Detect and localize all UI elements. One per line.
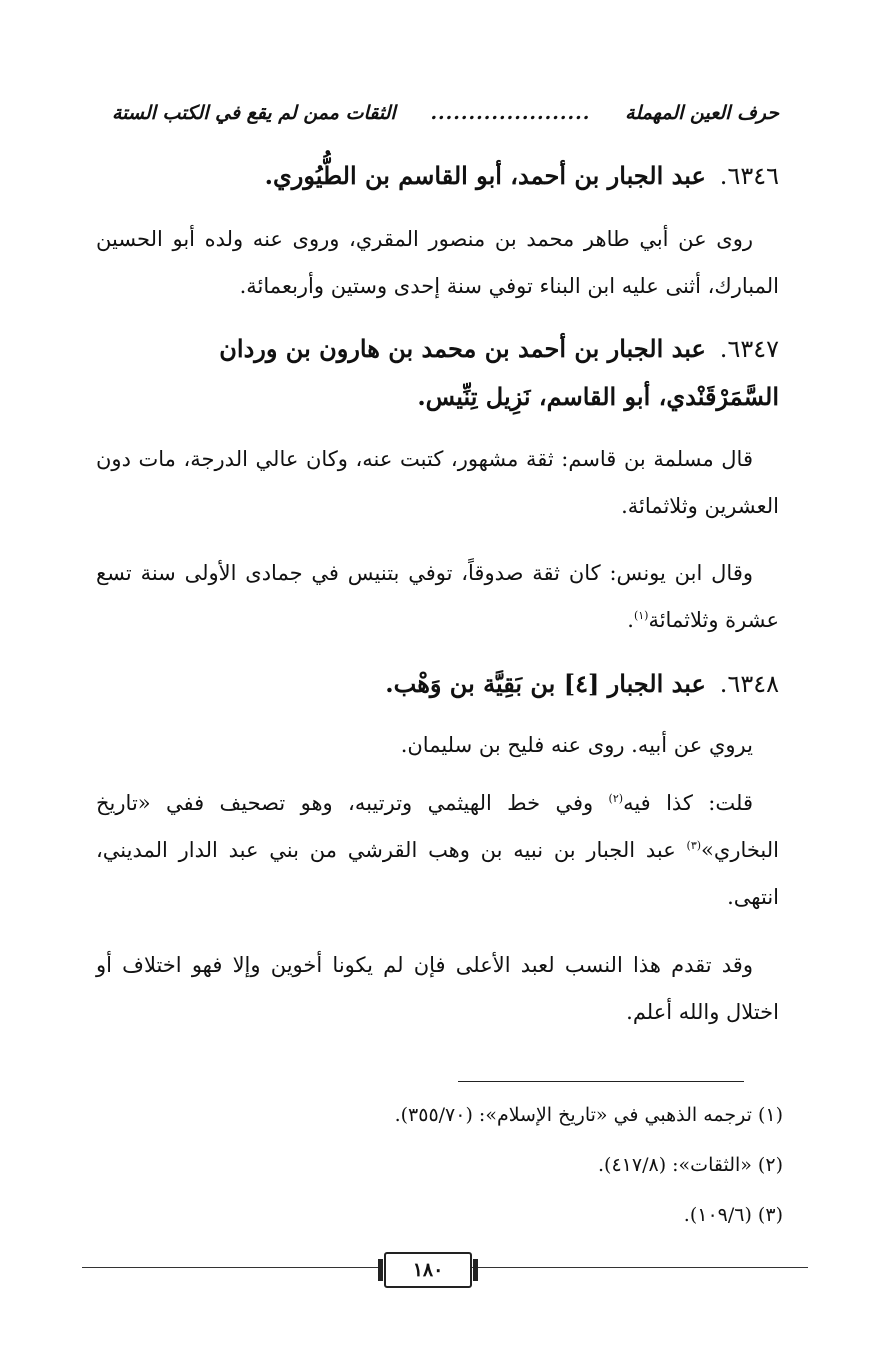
- paragraph-2: قال مسلمة بن قاسم: ثقة مشهور، كتبت عنه، وكان عالي الدرجة، مات دون العشرين وثلاثمائة.: [96, 447, 779, 518]
- entry-number: ٦٣٤٨.: [719, 670, 779, 698]
- entry-name: عبد الجبار بن أحمد بن محمد بن هارون بن وردان السَّمَرْقَنْدي، أبو القاسم، نَزِيل تِنِّيس.: [219, 334, 779, 411]
- paragraph-1: روى عن أبي طاهر محمد بن منصور المقري، وروى عنه ولده أبو الحسين المبارك، أثنى عليه ابن البناء توفي سنة إحدى وستين وأربعمائة.: [96, 227, 779, 298]
- footnote-ref-2[interactable]: (٢): [608, 792, 624, 805]
- footnote-1: (١) ترجمه الذهبي في «تاريخ الإسلام»: (٣٥٥/٧٠).: [394, 1104, 783, 1126]
- header-chapter-title: حرف العين المهملة: [625, 102, 779, 124]
- footnote-2: (٢) «الثقات»: (٤١٧/٨).: [598, 1154, 783, 1176]
- header-book-title: الثقات ممن لم يقع في الكتب الستة: [112, 102, 396, 124]
- entry-number: ٦٣٤٦.: [719, 162, 779, 190]
- entry-6347-title: [96, 325, 779, 421]
- footnote-ref-1[interactable]: (١): [633, 609, 649, 622]
- entry-name: عبد الجبار [٤] بن بَقِيَّة بن وَهْب.: [385, 669, 706, 698]
- entry-6348-title: [96, 660, 779, 708]
- paragraph-5-text-c: عبد الجبار بن نبيه بن وهب القرشي من بني عبد الدار المديني، انتهى.: [96, 838, 779, 909]
- paragraph-6: وقد تقدم هذا النسب لعبد الأعلى فإن لم يكونا أخوين وإلا فهو اختلاف أو اختلال والله أعلم.: [96, 953, 779, 1024]
- paragraph-5: [96, 780, 779, 921]
- page-number: ١٨٠: [384, 1252, 472, 1288]
- footnote-3: (٣) (١٠٩/٦).: [683, 1204, 783, 1226]
- entry-name: عبد الجبار بن أحمد، أبو القاسم بن الطُّيُوري.: [264, 161, 706, 190]
- paragraph-3: [96, 550, 779, 644]
- page-number-rule-left: [82, 1267, 382, 1268]
- paragraph-5-text-b: وفي خط الهيثمي وترتيبه، وهو تصحيف ففي «تاريخ البخاري»: [96, 791, 779, 862]
- paragraph-3-end: .: [627, 608, 634, 632]
- paragraph-5-text-a: قلت: كذا فيه: [623, 791, 753, 815]
- paragraph-3-text: وقال ابن يونس: كان ثقة صدوقاً، توفي بتنيس في جمادى الأولى سنة تسع عشرة وثلاثمائة: [96, 561, 779, 632]
- entry-6346-title: [96, 152, 779, 200]
- page-number-rule-right: [470, 1267, 808, 1268]
- header-dot-leader: .....................: [430, 102, 591, 124]
- running-header: [112, 96, 779, 130]
- paragraph-4: يروي عن أبيه. روى عنه فليح بن سليمان.: [400, 733, 753, 757]
- footnote-ref-3[interactable]: (٣): [686, 839, 702, 852]
- footnote-separator: [458, 1081, 744, 1082]
- entry-number: ٦٣٤٧.: [719, 335, 779, 363]
